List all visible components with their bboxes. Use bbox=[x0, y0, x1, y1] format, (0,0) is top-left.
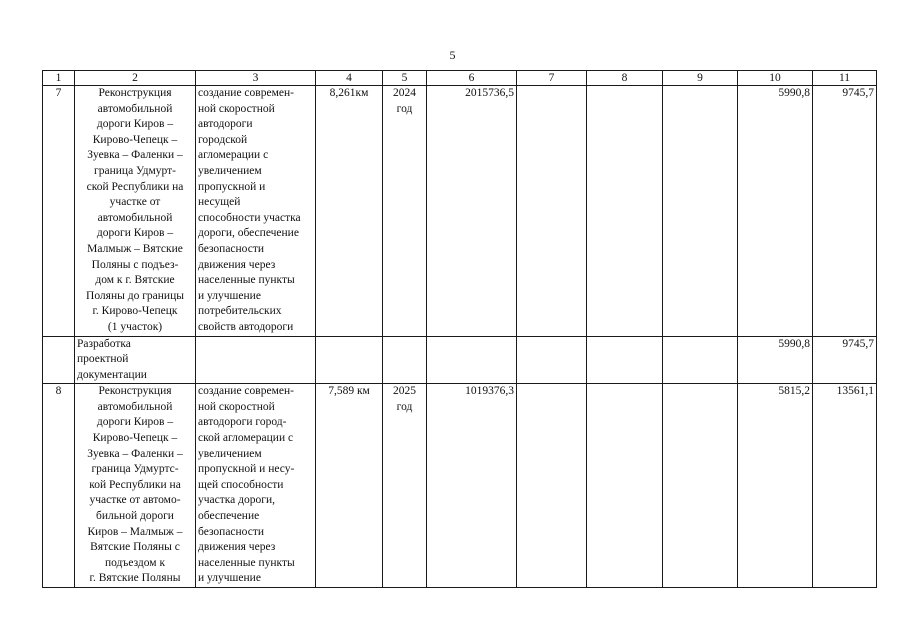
row-number bbox=[43, 336, 75, 384]
column-header: 7 bbox=[517, 71, 587, 86]
cost-value: 2015736,5 bbox=[427, 86, 517, 337]
value-col10: 5990,8 bbox=[738, 336, 813, 384]
table-cell bbox=[587, 86, 663, 337]
object-name: Разработка проектной документации bbox=[75, 336, 196, 384]
table-cell bbox=[517, 86, 587, 337]
value-col11: 9745,7 bbox=[813, 86, 877, 337]
object-name: Реконструкция автомобильной дороги Киров – Кирово-Чепецк – Зуевка – Фаленки – граница Удмуртс- кой Республики на участке от автомо- бильной дороги Киров – Малмыж – Вятские Поляны с подъездом к г. Вятские Поляны bbox=[75, 384, 196, 588]
table-cell bbox=[587, 384, 663, 588]
value-col10: 5990,8 bbox=[738, 86, 813, 337]
data-table bbox=[42, 70, 877, 588]
table-cell bbox=[587, 336, 663, 384]
table-cell bbox=[663, 384, 738, 588]
table-cell bbox=[517, 336, 587, 384]
value-col11: 9745,7 bbox=[813, 336, 877, 384]
table-cell bbox=[517, 384, 587, 588]
purpose-text: создание современ- ной скоростной автодороги город- ской агломерации с увеличением пропускной и несу- щей способности участка дороги, обеспечение безопасности движения через населенные пункты и улучшение bbox=[196, 384, 316, 588]
table-row bbox=[43, 384, 877, 588]
column-header: 9 bbox=[663, 71, 738, 86]
purpose-text: создание современ- ной скоростной автодороги городской агломерации с увеличением пропускной и несущей способности участка дороги, обеспечение безопасности движения через населенные пункты и улучшение потребительских свойств автодороги bbox=[196, 86, 316, 337]
column-header: 2 bbox=[75, 71, 196, 86]
value-col10: 5815,2 bbox=[738, 384, 813, 588]
object-name: Реконструкция автомобильной дороги Киров – Кирово-Чепецк – Зуевка – Фаленки – граница Удмурт- ской Республики на участке от автомобильной дороги Киров – Малмыж – Вятские Поляны с подъез- дом к г. Вятские Поляны до границы г. Кирово-Чепецк (1 участок) bbox=[75, 86, 196, 337]
column-header: 3 bbox=[196, 71, 316, 86]
length-value bbox=[316, 336, 383, 384]
row-number: 8 bbox=[43, 384, 75, 588]
row-number: 7 bbox=[43, 86, 75, 337]
value-col11: 13561,1 bbox=[813, 384, 877, 588]
length-value: 7,589 км bbox=[316, 384, 383, 588]
column-header: 4 bbox=[316, 71, 383, 86]
year-value: 2025 год bbox=[383, 384, 427, 588]
column-header: 1 bbox=[43, 71, 75, 86]
cost-value bbox=[427, 336, 517, 384]
table-row bbox=[43, 336, 877, 384]
table-cell bbox=[663, 86, 738, 337]
column-header: 10 bbox=[738, 71, 813, 86]
column-header: 8 bbox=[587, 71, 663, 86]
purpose-text bbox=[196, 336, 316, 384]
cost-value: 1019376,3 bbox=[427, 384, 517, 588]
column-header: 11 bbox=[813, 71, 877, 86]
year-value bbox=[383, 336, 427, 384]
column-header: 6 bbox=[427, 71, 517, 86]
table-header-row bbox=[43, 71, 877, 86]
year-value: 2024 год bbox=[383, 86, 427, 337]
page-number: 5 bbox=[449, 48, 456, 62]
column-header: 5 bbox=[383, 71, 427, 86]
length-value: 8,261км bbox=[316, 86, 383, 337]
table-cell bbox=[663, 336, 738, 384]
table-row bbox=[43, 86, 877, 337]
